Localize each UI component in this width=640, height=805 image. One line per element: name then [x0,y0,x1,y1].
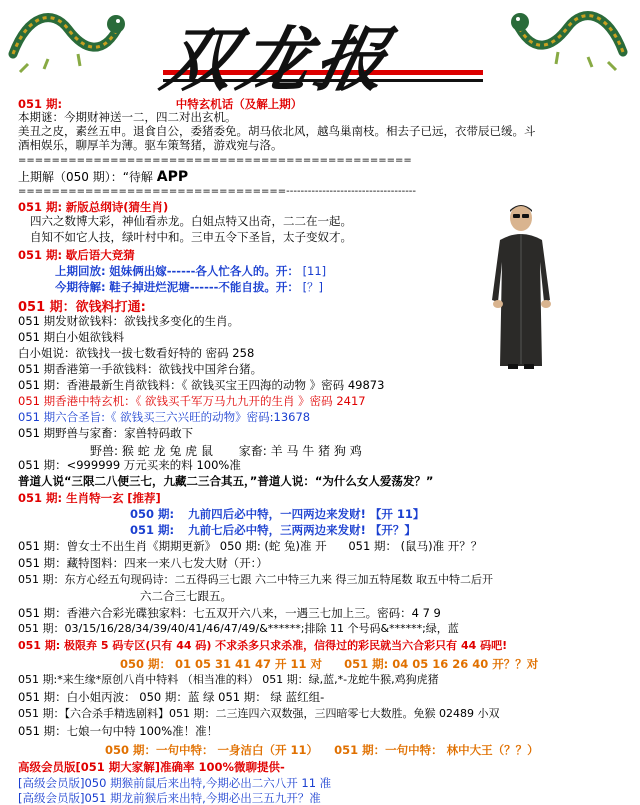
money-line: 051 期白小姐欲钱料 [18,330,125,344]
one-word-b-text: 林中大王（？？） [446,743,539,757]
dragon-right-icon [510,2,628,72]
vip-line: [高级会员版]051 期龙前猴后来出特,今期必出三五九开？准 [18,791,321,805]
poem-heading-row [18,199,168,215]
riddle-prev-row [55,263,326,279]
blue-line-text: 九前七后必中特，三两两边来发财! [188,523,366,537]
line-999: 051 期：<999999 万元买来的料 100%准 [18,458,241,472]
prev-issue-text: 上期解（050 期）：“待解 [18,170,153,184]
riddle-label: 051 期: [18,248,63,262]
poem-label: 051 期: [18,200,63,214]
money-heading: 051 期：欲钱料打通: [18,300,146,315]
blue-line-label: 050 期: [130,507,175,521]
dragon-left-icon [8,4,126,74]
issue-line: 酒相娱乐，聊厚羊为薄。驱车策驽猪，游戏宛与洛。 [18,138,283,152]
one-word-row [105,742,539,758]
vip-line: 高级会员版[051 期大家解]准确率 100%微聊提供- [18,760,285,774]
text-line: 六二合三七跟五。 [140,589,232,603]
special-label: 051 期: 生肖特一玄 [18,491,124,505]
page-title: 双龙报 [155,18,401,101]
blue-line [130,506,424,522]
text-line: 051 期:*来生缘*原创八肖中特料 （相当准的料） 051 期：绿,蓝,*-龙蛇牛猴,鸡狗虎猪 [18,673,439,686]
issue-line: 本期谜：今期财神送一二，四二对出玄机。 [18,110,237,124]
issue-line: 美丑之皮，素丝五申。退食自公，委猪委免。胡马依北风，越鸟巢南枝。相去子已远，衣带辰已缓。斗 [18,124,536,138]
text-line: 051 期：香港六合彩光碟独家料：七五双开六八来，一遇三七加上三。密码：4 7 9 [18,606,441,620]
poem-heading: 新版总纲诗(猜生肖) [65,200,169,214]
text-line: 051 期：03/15/16/28/34/39/40/41/46/47/49/&******;排除 11 个号码&******;绿，蓝 [18,622,459,635]
zeng-b: 051 期： (鼠马)准 开？？ [348,539,483,553]
riddle-now-text: 鞋子掉进烂泥塘------不能自拔。开： [109,280,299,294]
prev-issue-row [18,168,188,185]
vip-line: [高级会员版]050 期猴前鼠后来出特,今期必出二六八开 11 准 [18,776,332,790]
home-label: 家畜: [238,444,267,458]
orange-a: 050 期： 01 05 31 41 47 开 11 对 [120,657,323,671]
divider: ================================------------------------------------ [18,186,417,197]
animals-row [90,442,362,459]
one-word-b-label: 051 期：一句中特： [334,743,443,757]
text-line: 051 期：【六合杀手精选剧料】051 期：二三连四六双数强，三四暗零七大数胜。免猴 02489 小双 [18,707,500,720]
money-line: 白小姐说：欲钱找一拔七数看好特的 密码 258 [18,346,255,360]
orange-b: 051 期: 04 05 16 26 40 开？？对 [344,657,539,671]
riddle-prev-text: 姐妹俩出嫁------各人忙各人的。开： [109,264,299,278]
one-word-a-label: 050 期：一句中特： [105,743,214,757]
text-line: 051 期：东方心经五句现码诗：二五得码三七跟 六二中特三九来 得三加五特尾数 取五中特二后开 [18,573,493,586]
one-word-a-text: 一身洁白（开 11） [217,743,319,757]
money-line: 051 期发财欲钱料：欲钱找多变化的生肖。 [18,314,240,328]
text-line: 051 期：白小姐丙波： 050 期：蓝 绿 051 期： 绿 蓝红组- [18,690,325,704]
riddle-now-label: 今期待解: [55,280,106,294]
special-row [18,490,161,506]
riddle-now-row [55,279,323,295]
riddle-prev-answer: [11] [302,264,327,278]
issue-heading: 中特玄机话（及解上期） [175,97,303,111]
man-in-robe-image [486,200,556,370]
issue-label: 051 期: [18,97,63,111]
money-line: 051 期六合圣旨:《 欲钱买三六兴旺的动物》密码:13678 [18,410,311,424]
daoren-line: 普道人说“三限二八便三七，九藏二三合其五，”普道人说：“为什么女人爱荡发？” [18,474,434,488]
header-banner [0,0,640,101]
riddle-heading: 歇后语大竞猜 [65,248,135,262]
blue-line-answer: 【开？】 [369,523,416,537]
orange-row [120,656,538,672]
money-line: 051 期野兽与家畜：家兽特码敢下 [18,426,194,440]
poem-line: 自知不如它人技，绿叶村中和。三申五令下圣旨，太子变奴才。 [30,230,352,244]
home-animals: 羊 马 牛 猪 狗 鸡 [270,444,362,458]
zeng-row [18,539,482,553]
wild-animals: 猴 蛇 龙 兔 虎 鼠 [121,444,213,458]
riddle-now-answer: [？] [302,280,324,294]
poem-line: 四六之数博大彩，神仙看赤龙。白姐点特又出奇，二二在一起。 [30,214,352,228]
money-line: 051 期：香港最新生肖欲钱料：《 欲钱买宝王四海的动物 》密码 49873 [18,378,385,392]
riddle-heading-row [18,247,135,263]
app-label: APP [156,169,189,185]
text-line: 051 期：藏特图料：四来一来八七发大财（开：） [18,556,268,570]
money-line: 051 期香港中特玄机：《 欲钱买千军万马九九开的生肖 》密码 2417 [18,394,366,408]
zeng-a: 051 期：曾女士不出生肖《期期更新》 050 期: (蛇 兔)准 开 [18,539,327,553]
blue-line-answer: 【开 11】 [369,507,425,521]
riddle-prev-label: 上期回放: [55,264,106,278]
money-line: 051 期香港第一手欲钱料：欲钱找中国斧台猪。 [18,362,263,376]
text-line: 051 期：七娘一句中特 100%准！准！ [18,724,219,738]
blue-line-text: 九前四后必中特，一四两边来发财! [188,507,366,521]
special-tag: [推荐] [127,491,161,505]
blue-line-label: 051 期: [130,523,175,537]
divider: =============================================== [18,155,412,166]
blue-line [130,522,416,538]
red-line: 051 期: 极限弃 5 码专区(只有 44 码) 不求杀多只求杀准，信得过的彩民就当六合彩只有 44 码吧! [18,639,508,652]
wild-label: 野兽: [90,444,119,458]
